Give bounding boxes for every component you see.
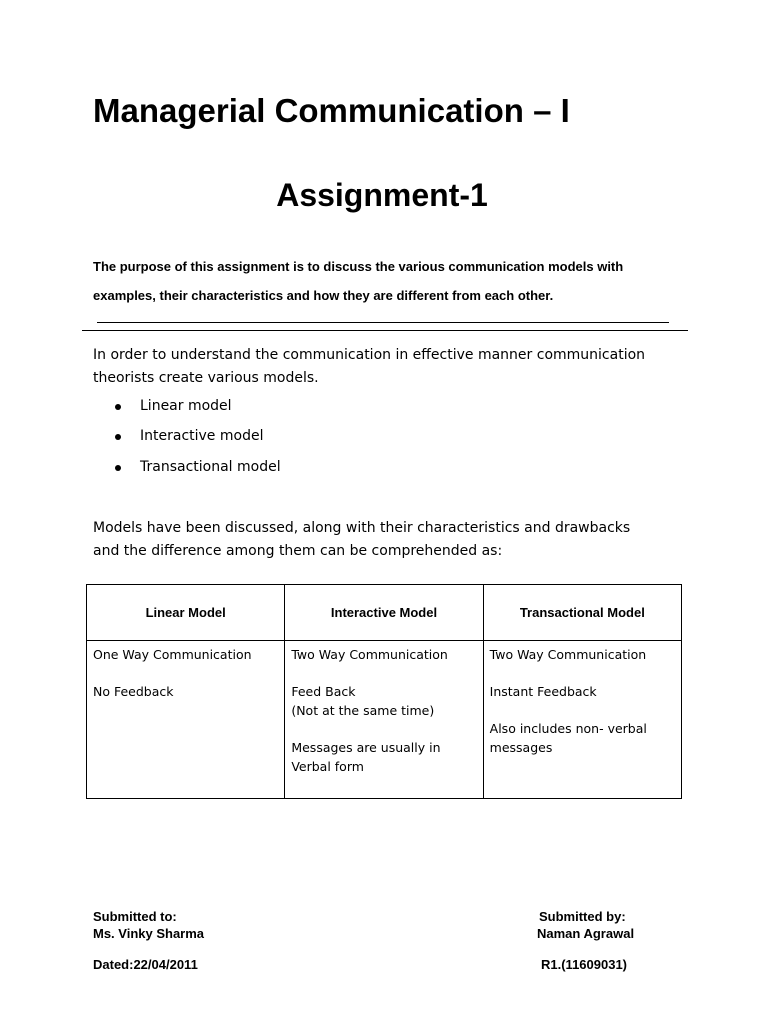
roll-number: R1.(11609031) <box>541 957 628 972</box>
list-item: Transactional model <box>140 456 281 479</box>
document-title: Managerial Communication – I <box>93 92 570 129</box>
underline-rule <box>97 322 669 323</box>
discussion-line-1: Models have been discussed, along with their characteristics and drawbacks <box>93 520 631 536</box>
models-comparison-table <box>86 584 682 799</box>
assignment-heading: Assignment-1 <box>276 177 488 213</box>
purpose-line-2: examples, their characteristics and how they are different from each other. <box>93 288 554 303</box>
intro-line-1: In order to understand the communication in effective manner communication <box>93 347 646 363</box>
cell-text: Two Way Communication <box>489 647 647 662</box>
purpose-line-1: The purpose of this assignment is to discuss the various communication models with <box>93 259 624 274</box>
date-line: Dated:22/04/2011 <box>93 957 198 972</box>
cell-text: Two Way Communication <box>291 647 448 662</box>
interactive-model-cell <box>285 641 483 799</box>
cell-text: No Feedback <box>93 684 174 699</box>
discussion-line-2: and the difference among them can be comprehended as: <box>93 543 503 559</box>
intro-line-2: theorists create various models. <box>93 370 319 386</box>
transactional-model-cell <box>483 641 681 799</box>
cell-text: Also includes non- verbal messages <box>489 721 647 755</box>
list-item: Linear model <box>140 395 232 418</box>
bullet-icon <box>115 404 121 410</box>
header-transactional-model: Transactional Model <box>483 585 681 641</box>
cell-text: Feed Back (Not at the same time) <box>291 684 435 718</box>
header-linear-model: Linear Model <box>87 585 285 641</box>
section-divider <box>82 330 688 331</box>
bullet-icon <box>115 434 121 440</box>
submitted-to-name: Ms. Vinky Sharma <box>93 926 205 941</box>
submitted-by-name: Naman Agrawal <box>537 926 635 941</box>
submitted-to-label: Submitted to: <box>93 909 177 924</box>
bullet-icon <box>115 465 121 471</box>
cell-text: Messages are usually in Verbal form <box>291 740 441 774</box>
table-header-row <box>87 585 682 641</box>
table-row <box>87 641 682 799</box>
header-interactive-model: Interactive Model <box>285 585 483 641</box>
linear-model-cell <box>87 641 285 799</box>
cell-text: One Way Communication <box>93 647 252 662</box>
list-item: Interactive model <box>140 425 263 448</box>
cell-text: Instant Feedback <box>489 684 597 699</box>
submitted-by-label: Submitted by: <box>539 909 626 924</box>
